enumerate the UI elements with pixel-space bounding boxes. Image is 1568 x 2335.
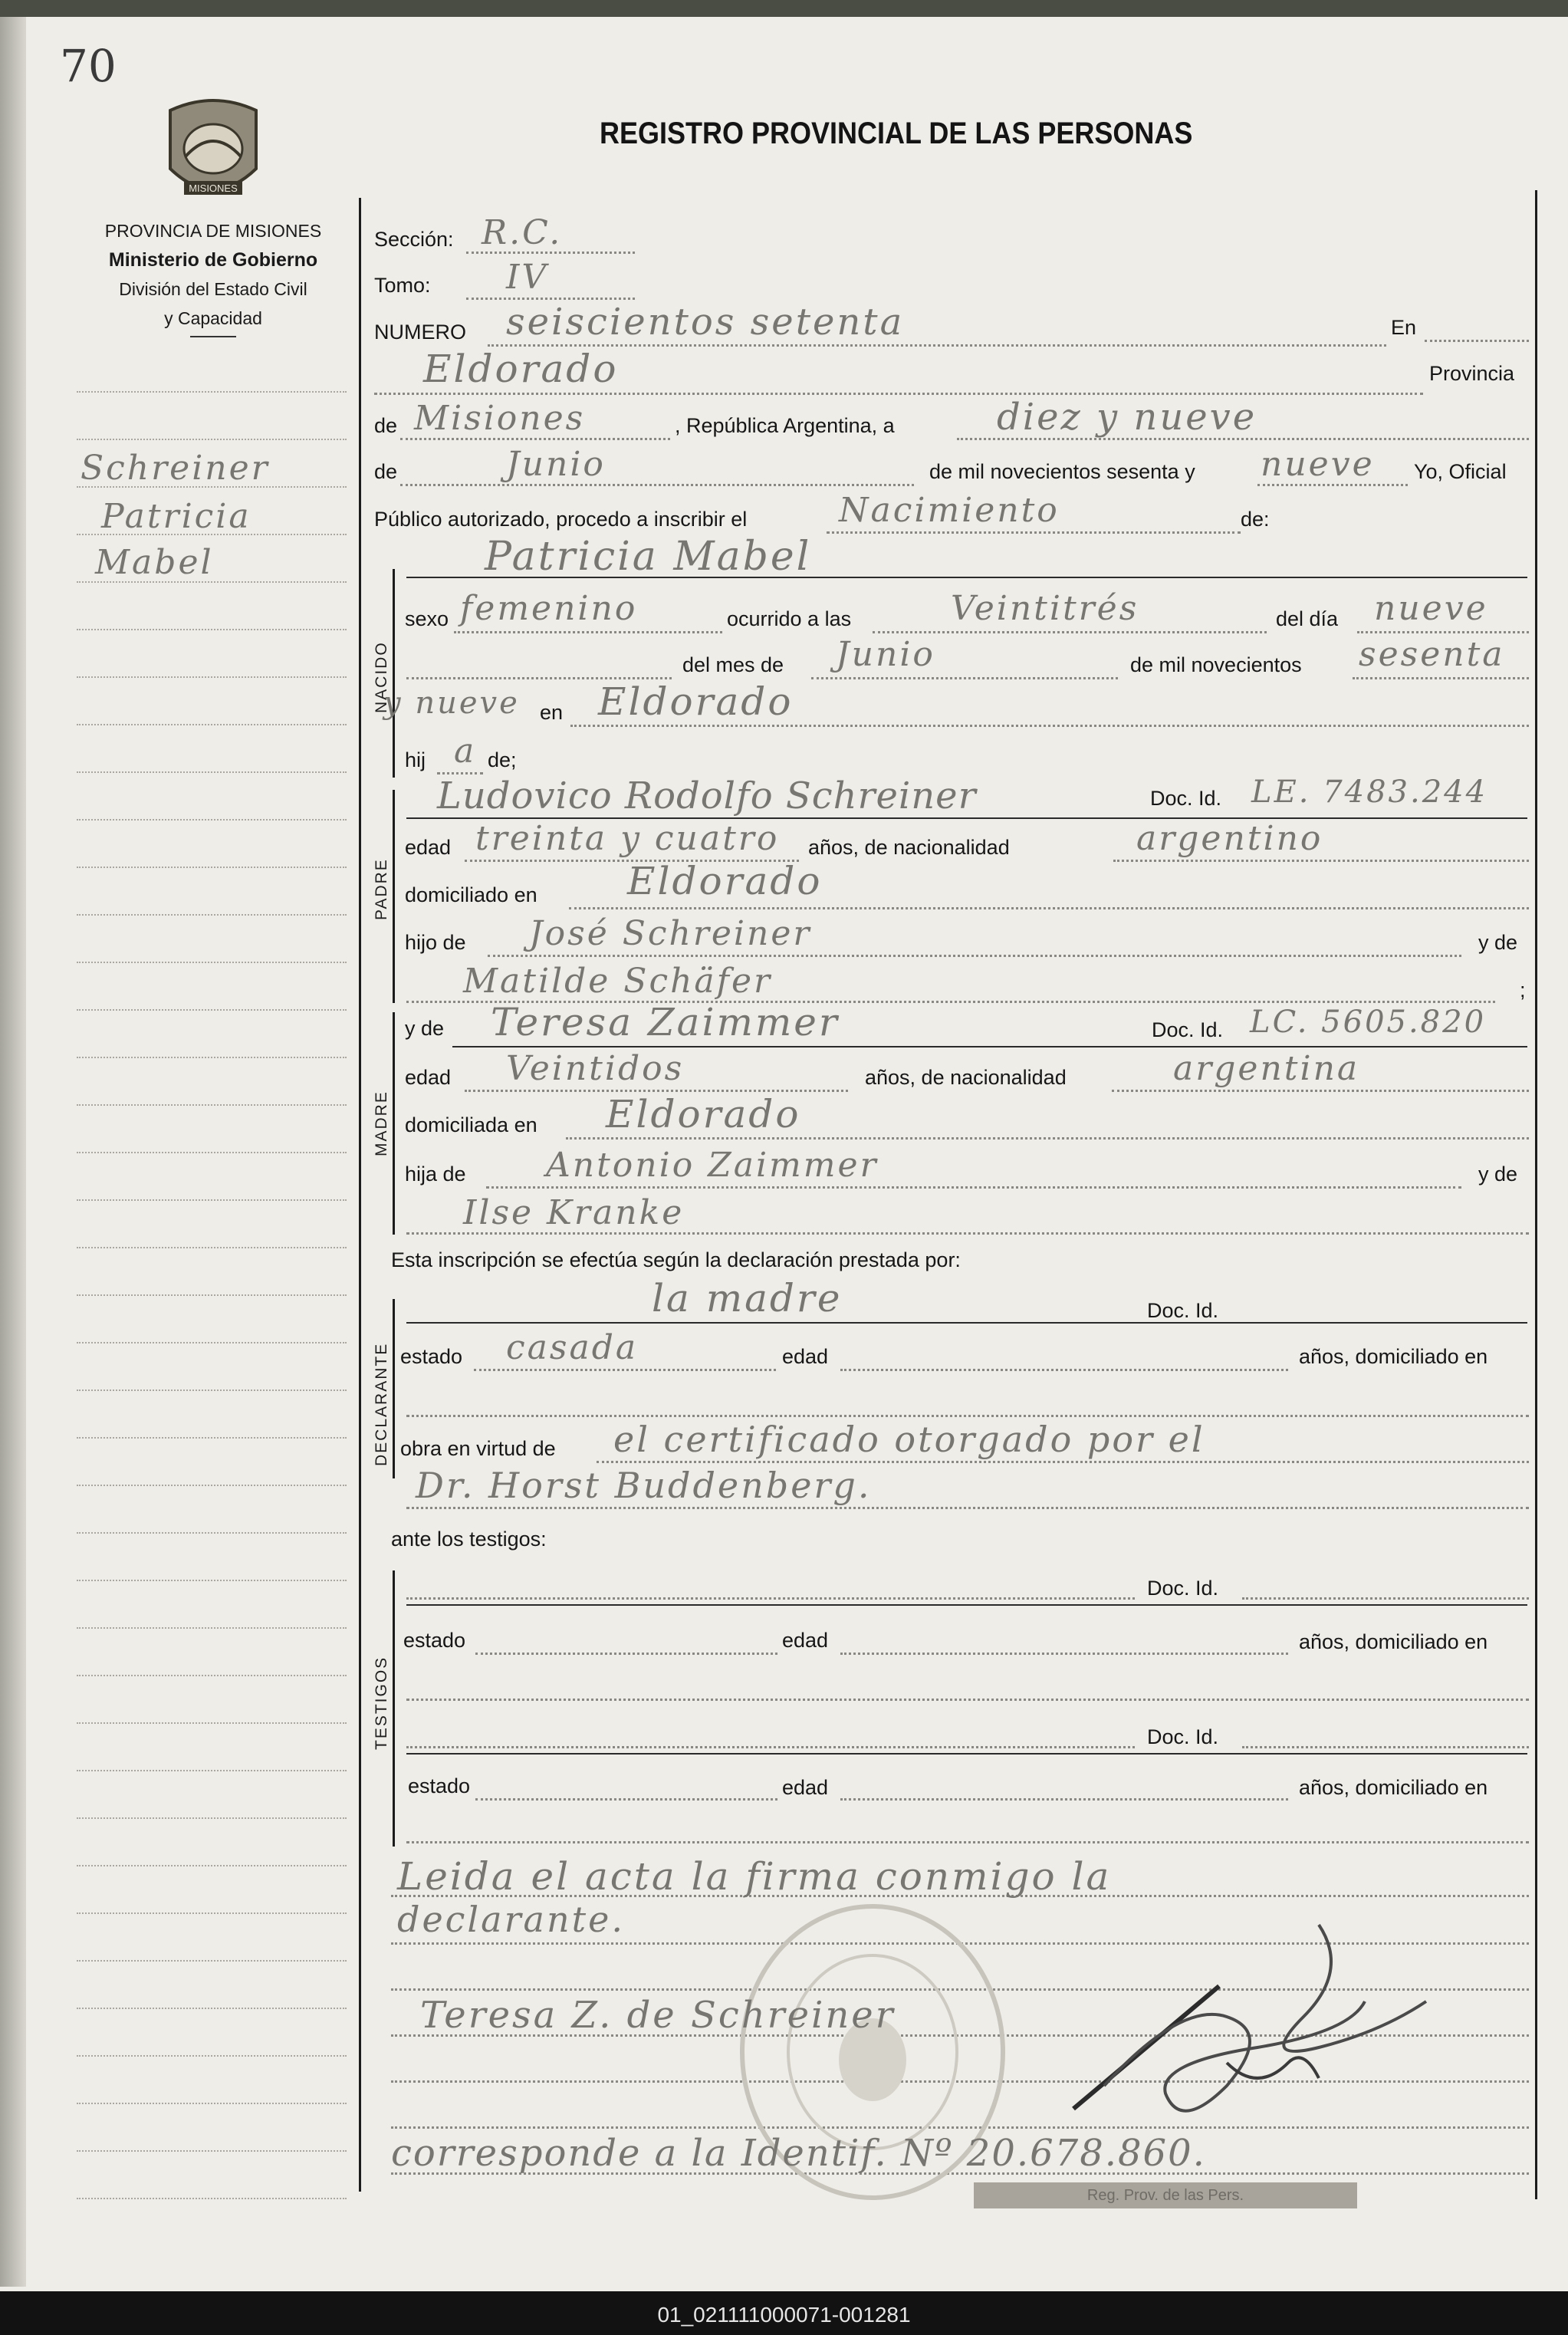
madre-madre-value: Ilse Kranke <box>463 1193 685 1232</box>
margin-ruled-line <box>77 2055 347 2057</box>
de-label-2: de <box>374 460 398 483</box>
dotline <box>873 631 1267 633</box>
nacido-anio: sesenta <box>1359 635 1505 674</box>
margin-ruled-line <box>77 1912 347 1914</box>
declarante-estado-value: casada <box>506 1328 639 1367</box>
dotline <box>400 484 914 486</box>
dotline <box>1257 484 1408 486</box>
declarante-anios-label: años, domiciliado en <box>1299 1345 1488 1368</box>
org-line-4: y Capacidad <box>164 308 262 328</box>
padre-section-label: PADRE <box>373 858 390 920</box>
provincial-seal-icon <box>163 95 264 209</box>
testigo2-edad-label: edad <box>782 1776 829 1799</box>
margin-ruled-line <box>77 1532 347 1534</box>
nacido-bracket <box>393 569 395 778</box>
madre-y-de2-label: y de <box>1478 1163 1518 1186</box>
padre-dom-label: domiciliado en <box>405 883 537 906</box>
obra-value-2: Dr. Horst Buddenberg. <box>416 1465 872 1506</box>
form-right-border <box>1535 190 1537 2199</box>
madre-edad-value: Veintidos <box>506 1049 685 1088</box>
hijo-value: a <box>454 732 477 771</box>
nacido-dia: nueve <box>1374 589 1488 628</box>
madre-section-label: MADRE <box>373 1090 390 1156</box>
hline <box>406 1322 1527 1324</box>
dotline <box>454 631 722 633</box>
nacido-anio-label: de mil novecientos <box>1130 653 1302 676</box>
testigo1-estado-label: estado <box>403 1629 466 1652</box>
seccion-label: Sección: <box>374 228 454 251</box>
madre-nac-label: años, de nacionalidad <box>865 1066 1067 1089</box>
testigo1-anios-label: años, domiciliado en <box>1299 1630 1488 1653</box>
padre-dom-value: Eldorado <box>627 859 823 903</box>
de-label-1: de <box>374 414 398 437</box>
margin-ruled-line <box>77 819 347 821</box>
padre-nac-value: argentino <box>1136 819 1323 858</box>
publico-label: Público autorizado, procedo a inscribir el <box>374 508 748 531</box>
dotline <box>811 677 1118 679</box>
margin-ruled-line <box>77 1675 347 1676</box>
margin-ruled-line <box>77 1152 347 1153</box>
numero-label: NUMERO <box>374 321 466 344</box>
dotline <box>488 344 1386 347</box>
margin-ruled-line <box>77 1247 347 1248</box>
dotline <box>1425 340 1529 342</box>
form-left-border <box>359 198 361 2192</box>
dotline <box>1242 1746 1529 1748</box>
margin-ruled-line <box>77 2103 347 2104</box>
final-note: corresponde a la Identif. Nº 20.678.860. <box>391 2132 1206 2175</box>
margin-ruled-line <box>77 2008 347 2009</box>
ocurrido-label: ocurrido a las <box>727 607 852 630</box>
margin-ruled-line <box>77 1580 347 1581</box>
numero-value: seiscientos setenta <box>506 301 905 344</box>
org-line-3: División del Estado Civil <box>119 279 307 299</box>
org-line-1: PROVINCIA DE MISIONES <box>104 221 322 241</box>
hora-value: Veintitrés <box>951 589 1139 628</box>
testigos-label: ante los testigos: <box>391 1528 547 1551</box>
closing-line-1: Leida el acta la firma conmigo la <box>397 1854 1112 1899</box>
org-block <box>67 216 359 337</box>
dotline <box>840 1369 1288 1371</box>
dotline <box>406 1415 1529 1417</box>
margin-ruled-line <box>77 1389 347 1391</box>
testigos-bracket <box>393 1570 395 1847</box>
dotline <box>840 1653 1288 1655</box>
dotline <box>406 1841 1529 1843</box>
hijo-label: hij <box>405 748 426 771</box>
closing-line-2: declarante. <box>397 1899 625 1940</box>
official-signature-icon <box>1027 1909 1457 2139</box>
declarante-estado-label: estado <box>400 1345 463 1368</box>
dotline <box>406 1597 1135 1600</box>
lugar-value: Eldorado <box>423 347 619 391</box>
madre-dom-label: domiciliada en <box>405 1113 537 1136</box>
margin-ruled-line <box>77 629 347 630</box>
padre-madre-value: Matilde Schäfer <box>463 962 773 1001</box>
dia-value: diez y nueve <box>997 396 1257 439</box>
padre-padre-value: José Schreiner <box>529 914 812 953</box>
dotline <box>1242 1597 1529 1600</box>
declarante-bracket <box>393 1299 395 1478</box>
madre-y-de-label: y de <box>405 1017 445 1040</box>
nacido-nombre: Patricia Mabel <box>485 534 812 580</box>
testigo2-anios-label: años, domiciliado en <box>1299 1776 1488 1799</box>
dotline <box>569 907 1529 909</box>
sexo-label: sexo <box>405 607 449 630</box>
dotline <box>1112 1090 1529 1092</box>
madre-bracket <box>393 1012 395 1235</box>
dotline <box>486 1186 1461 1189</box>
obra-value: el certificado otorgado por el <box>613 1419 1205 1460</box>
dotline <box>597 1461 1529 1463</box>
dotline <box>475 1653 777 1655</box>
margin-ruled-line <box>77 676 347 678</box>
dotline <box>406 1746 1135 1748</box>
dotline <box>827 531 1241 534</box>
dotline <box>566 1137 1529 1140</box>
stamp-strip: Reg. Prov. de las Pers. <box>974 2182 1357 2208</box>
dotline <box>406 1232 1529 1235</box>
dotline <box>1353 677 1529 679</box>
hline <box>406 1604 1527 1606</box>
margin-ruled-line <box>77 867 347 868</box>
de-colon-label: de: <box>1241 508 1270 531</box>
margin-ruled-line <box>77 1009 347 1011</box>
del-dia-label: del día <box>1276 607 1339 630</box>
hline <box>406 1753 1527 1755</box>
dotline <box>400 438 670 440</box>
nacido-section-label: NACIDO <box>373 641 390 713</box>
madre-nombre: Teresa Zaimmer <box>491 1000 840 1044</box>
oficial-label: Yo, Oficial <box>1414 460 1507 483</box>
nacido-mes: Junio <box>836 635 935 674</box>
madre-doc-value: LC. 5605.820 <box>1250 1005 1487 1040</box>
org-underline <box>190 336 236 337</box>
sexo-value: femenino <box>460 589 638 628</box>
margin-ruled-line <box>77 914 347 916</box>
padre-doc-label: Doc. Id. <box>1150 787 1222 810</box>
madre-padre-value: Antonio Zaimmer <box>546 1146 879 1185</box>
dotline <box>840 1798 1288 1801</box>
padre-edad-label: edad <box>405 836 452 859</box>
footer-id: 01_021111000071-001281 <box>657 2303 911 2327</box>
margin-ruled-line <box>77 1199 347 1201</box>
seccion-value: R.C. <box>482 213 563 252</box>
margin-ruled-line <box>77 1485 347 1486</box>
declaracion-label: Esta inscripción se efectúa según la declaración prestada por: <box>391 1248 961 1271</box>
republica-label: , República Argentina, a <box>675 414 895 437</box>
margin-ruled-line <box>77 962 347 963</box>
dotline <box>570 725 1529 727</box>
padre-nombre: Ludovico Rodolfo Schreiner <box>437 774 977 817</box>
padre-nac-label: años, de nacionalidad <box>808 836 1010 859</box>
margin-ruled-line <box>77 391 347 393</box>
padre-y-de-label: y de <box>1478 931 1518 954</box>
margin-ruled-line <box>77 1294 347 1296</box>
anio-label: de mil novecientos sesenta y <box>929 460 1195 483</box>
declarante-section-label: DECLARANTE <box>373 1342 390 1466</box>
dotline <box>374 393 1423 395</box>
margin-note-name2: Mabel <box>95 543 214 582</box>
mes-value: Junio <box>506 445 606 484</box>
nacido-lugar: Eldorado <box>598 679 794 724</box>
margin-ruled-line <box>77 771 347 773</box>
book-spine <box>0 17 26 2287</box>
dotline <box>488 955 1461 957</box>
dotline <box>474 1369 776 1371</box>
en-label: En <box>1391 316 1417 339</box>
madre-hija-de-label: hija de <box>405 1163 466 1186</box>
padre-semicolon: ; <box>1520 978 1526 1001</box>
anio-value: nueve <box>1261 445 1375 484</box>
declarante-nombre: la madre <box>652 1276 843 1320</box>
declarante-edad-label: edad <box>782 1345 829 1368</box>
margin-ruled-line <box>77 1770 347 1771</box>
dotline <box>1357 631 1529 633</box>
margin-ruled-line <box>77 1865 347 1866</box>
nacido-en-label: en <box>540 701 564 724</box>
margin-ruled-line <box>77 1960 347 1962</box>
madre-nac-value: argentina <box>1173 1049 1360 1088</box>
acto-value: Nacimiento <box>839 491 1060 530</box>
testigo2-doc-label: Doc. Id. <box>1147 1725 1219 1748</box>
margin-note-surname: Schreiner <box>81 449 270 488</box>
madre-dom-value: Eldorado <box>606 1092 801 1136</box>
padre-doc-value: LE. 7483.244 <box>1251 774 1488 810</box>
provincia-label: Provincia <box>1429 362 1515 385</box>
org-line-2: Ministerio de Gobierno <box>108 249 318 271</box>
page-number: 70 <box>60 40 117 92</box>
padre-bracket <box>393 790 395 1003</box>
dotline <box>475 1798 777 1801</box>
registry-title: REGISTRO PROVINCIAL DE LAS PERSONAS <box>600 117 1193 150</box>
padre-edad-value: treinta y cuatro <box>475 819 780 858</box>
obra-label: obra en virtud de <box>400 1437 556 1460</box>
margin-ruled-line <box>77 724 347 725</box>
margin-ruled-line <box>77 2150 347 2152</box>
dotline <box>406 1507 1529 1509</box>
declarante-doc-label: Doc. Id. <box>1147 1299 1219 1322</box>
tomo-value: IV <box>506 258 549 297</box>
margin-ruled-line <box>77 1104 347 1106</box>
margin-ruled-line <box>77 1722 347 1724</box>
testigo1-doc-label: Doc. Id. <box>1147 1577 1219 1600</box>
dotline <box>406 1699 1529 1701</box>
margin-ruled-line <box>77 1817 347 1819</box>
signature-name: Teresa Z. de Schreiner <box>420 1994 896 2037</box>
testigo1-edad-label: edad <box>782 1629 829 1652</box>
hijo-de-label: de; <box>488 748 517 771</box>
seal-text: MISIONES <box>189 183 238 194</box>
testigo2-estado-label: estado <box>408 1774 471 1797</box>
margin-ruled-line <box>77 2198 347 2199</box>
margin-ruled-line <box>77 1057 347 1058</box>
dotline <box>466 298 635 300</box>
book-edge <box>0 0 1568 17</box>
madre-edad-label: edad <box>405 1066 452 1089</box>
margin-ruled-line <box>77 1437 347 1439</box>
margin-ruled-line <box>77 439 347 440</box>
margin-note-name1: Patricia <box>101 497 251 536</box>
padre-hijo-de-label: hijo de <box>405 931 466 954</box>
testigos-section-label: TESTIGOS <box>373 1656 390 1750</box>
tomo-label: Tomo: <box>374 274 431 297</box>
margin-ruled-line <box>77 1627 347 1629</box>
del-mes-label: del mes de <box>682 653 784 676</box>
hline <box>452 1046 1527 1047</box>
madre-doc-label: Doc. Id. <box>1152 1018 1224 1041</box>
margin-ruled-line <box>77 1342 347 1343</box>
nacido-anio-2: y nueve <box>383 686 520 721</box>
dotline <box>1113 860 1529 862</box>
provincia-value: Misiones <box>414 399 586 438</box>
